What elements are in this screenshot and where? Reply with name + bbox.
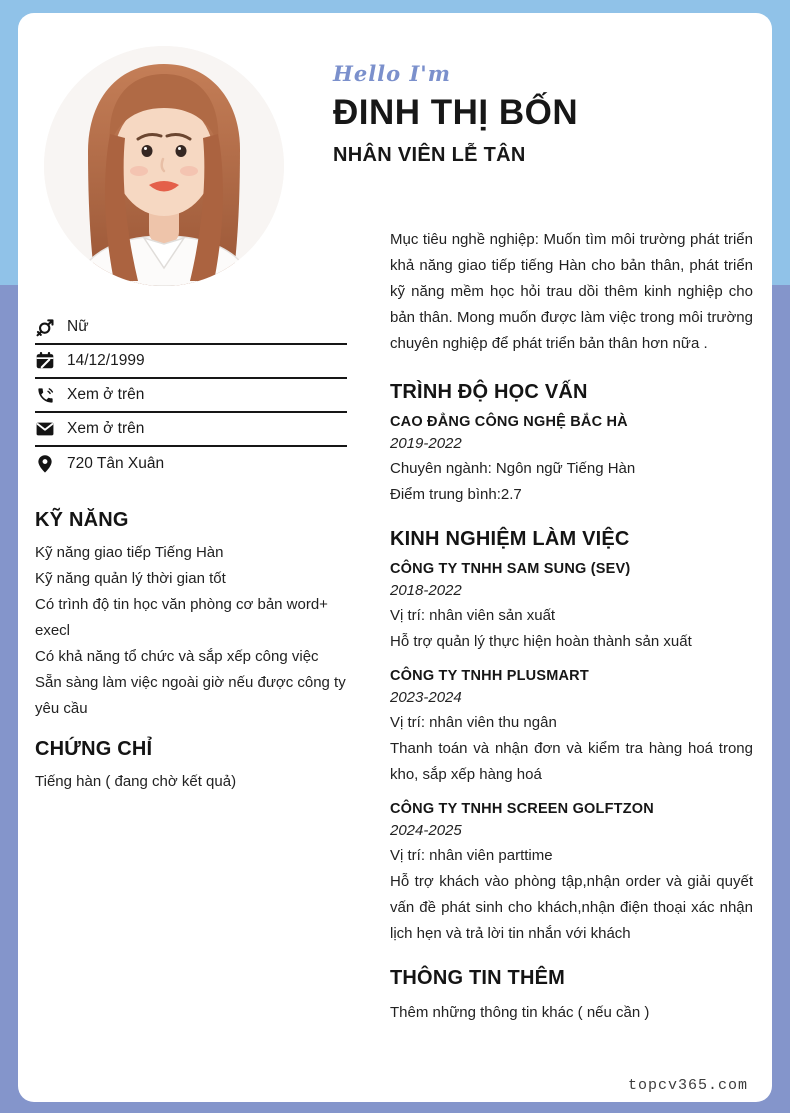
phone-icon xyxy=(35,385,55,405)
company-name: CÔNG TY TNHH SCREEN GOLFTZON xyxy=(390,801,654,817)
experience-entry xyxy=(390,561,753,655)
contact-row-phone xyxy=(35,379,347,413)
experience-period: 2023-2024 xyxy=(390,689,462,706)
experience-period: 2024-2025 xyxy=(390,822,462,839)
experience-heading: KINH NGHIỆM LÀM VIỆC xyxy=(390,528,630,550)
additional-info-heading: THÔNG TIN THÊM xyxy=(390,967,566,989)
experience-section xyxy=(390,528,753,947)
experience-entry xyxy=(390,668,753,788)
header xyxy=(333,61,578,167)
skill-item: Kỹ năng giao tiếp Tiếng Hàn xyxy=(35,544,224,561)
profile-photo xyxy=(44,46,284,286)
contact-row-address xyxy=(35,447,347,481)
brand-watermark: topcv365.com xyxy=(627,1077,748,1094)
education-section xyxy=(390,381,753,508)
skills-heading: KỸ NĂNG xyxy=(35,509,129,531)
additional-info-item: Thêm những thông tin khác ( nếu cần ) xyxy=(390,1004,650,1021)
birthday-value: 14/12/1999 xyxy=(67,352,145,369)
experience-detail: Thanh toán và nhận đơn và kiểm tra hàng hoá trong kho, sắp xếp hàng hoá xyxy=(390,740,753,783)
calendar-icon xyxy=(35,351,55,371)
contact-row-birthday xyxy=(35,345,347,379)
company-name: CÔNG TY TNHH SAM SUNG (SEV) xyxy=(390,561,631,577)
greeting-text: Hello I'm xyxy=(333,61,451,86)
experience-entry xyxy=(390,801,753,947)
education-heading: TRÌNH ĐỘ HỌC VẤN xyxy=(390,381,588,403)
profile-photo-illustration xyxy=(44,46,284,286)
address-value: 720 Tân Xuân xyxy=(67,455,165,472)
education-period: 2019-2022 xyxy=(390,435,462,452)
experience-period: 2018-2022 xyxy=(390,582,462,599)
experience-detail: Vị trí: nhân viên thu ngân xyxy=(390,714,557,731)
skill-item: Kỹ năng quản lý thời gian tốt xyxy=(35,570,226,587)
contact-row-gender xyxy=(35,311,347,345)
experience-detail: Vị trí: nhân viên parttime xyxy=(390,847,553,864)
location-icon xyxy=(35,454,55,474)
additional-info-section xyxy=(390,967,753,1026)
cv-page xyxy=(18,13,772,1102)
gender-icon xyxy=(35,317,55,337)
contact-row-email xyxy=(35,413,347,447)
gender-value: Nữ xyxy=(67,318,89,335)
skill-item: Sẵn sàng làm việc ngoài giờ nếu được công ty yêu cầu xyxy=(35,674,346,717)
right-column xyxy=(390,227,753,1046)
certificates-heading: CHỨNG CHỈ xyxy=(35,738,153,760)
experience-detail: Hỗ trợ khách vào phòng tập,nhận order và giải quyết vấn đề phát sinh cho khách,nhận điện thoại xác nhận lịch hẹn và trả lời tin nhắn với khách xyxy=(390,873,753,942)
certificate-item: Tiếng hàn ( đang chờ kết quả) xyxy=(35,773,237,790)
school-name: CAO ĐẲNG CÔNG NGHỆ BẮC HÀ xyxy=(390,414,628,430)
career-objective: Mục tiêu nghề nghiệp: Muốn tìm môi trường phát triển khả năng giao tiếp tiếng Hàn cho bản thân, phát triển kỹ năng mềm học hỏi trau dồi thêm kinh nghiệp cho bản thân. Mong muốn được làm việc trong môi trường chuyên nghiệp để phát triển bản thân hơn nữa . xyxy=(390,231,753,352)
skill-item: Có khả năng tổ chức và sắp xếp công việc xyxy=(35,648,319,665)
job-title: NHÂN VIÊN LỄ TÂN xyxy=(333,144,526,166)
education-detail: Chuyên ngành: Ngôn ngữ Tiếng Hàn xyxy=(390,460,636,477)
candidate-name: ĐINH THỊ BỐN xyxy=(333,93,579,132)
skill-item: Có trình độ tin học văn phòng cơ bản word+ execl xyxy=(35,596,328,639)
email-icon xyxy=(35,419,55,439)
company-name: CÔNG TY TNHH PLUSMART xyxy=(390,668,589,684)
experience-detail: Hỗ trợ quản lý thực hiện hoàn thành sản xuất xyxy=(390,633,692,650)
education-entry xyxy=(390,414,753,508)
left-column xyxy=(35,311,347,795)
email-value: Xem ở trên xyxy=(67,420,145,437)
experience-detail: Vị trí: nhân viên sản xuất xyxy=(390,607,556,624)
education-detail: Điểm trung bình:2.7 xyxy=(390,486,522,503)
phone-value: Xem ở trên xyxy=(67,386,145,403)
